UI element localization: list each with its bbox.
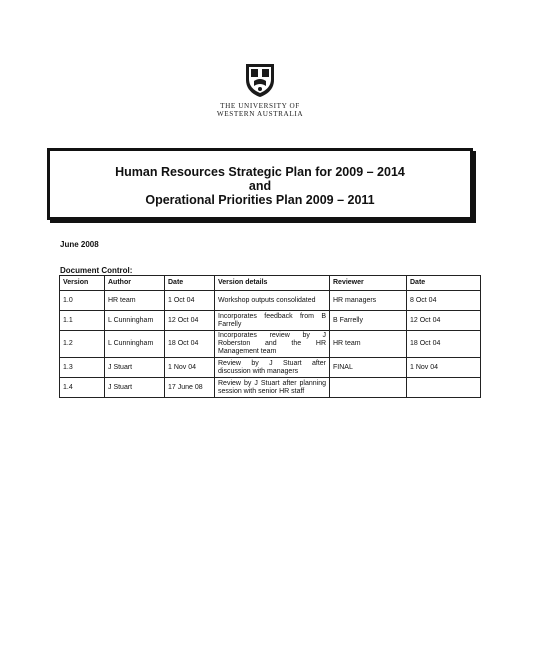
- table-row: [60, 311, 481, 331]
- cell-version: 1.3: [60, 358, 105, 378]
- cell-reviewer: HR team: [330, 331, 407, 358]
- col-header-reviewer: Reviewer: [330, 276, 407, 291]
- institution-line-1: THE UNIVERSITY OF: [220, 102, 300, 110]
- cell-review-date: [407, 378, 481, 398]
- cell-date: 1 Oct 04: [165, 291, 215, 311]
- university-crest-logo: [244, 62, 276, 98]
- institution-name: [200, 102, 320, 118]
- cell-reviewer: [330, 378, 407, 398]
- cell-reviewer: FINAL: [330, 358, 407, 378]
- col-header-author: Author: [105, 276, 165, 291]
- cell-review-date: 8 Oct 04: [407, 291, 481, 311]
- title-line-3: Operational Priorities Plan 2009 – 2011: [145, 193, 375, 207]
- cell-author: J Stuart: [105, 378, 165, 398]
- title-line-1: Human Resources Strategic Plan for 2009 – 2014: [115, 165, 405, 179]
- cell-reviewer: HR managers: [330, 291, 407, 311]
- document-control-table: [59, 275, 481, 398]
- cell-date: 12 Oct 04: [165, 311, 215, 331]
- institution-line-2: WESTERN AUSTRALIA: [216, 110, 304, 118]
- cell-version: 1.1: [60, 311, 105, 331]
- cell-author: HR team: [105, 291, 165, 311]
- document-date: June 2008: [60, 240, 99, 249]
- cell-author: L Cunningham: [105, 331, 165, 358]
- table-row: [60, 331, 481, 358]
- cell-details: Incorporates review by J Roberston and the HR Management team: [215, 331, 330, 358]
- cell-version: 1.4: [60, 378, 105, 398]
- col-header-version: Version: [60, 276, 105, 291]
- cell-date: 17 June 08: [165, 378, 215, 398]
- table-row: [60, 291, 481, 311]
- document-control-label: Document Control:: [60, 266, 133, 275]
- cell-date: 18 Oct 04: [165, 331, 215, 358]
- cell-date: 1 Nov 04: [165, 358, 215, 378]
- cell-author: L Cunningham: [105, 311, 165, 331]
- col-header-date: Date: [165, 276, 215, 291]
- cell-details: Workshop outputs consolidated: [215, 291, 330, 311]
- table-row: [60, 378, 481, 398]
- cell-details: Review by J Stuart after planning session with senior HR staff: [215, 378, 330, 398]
- cell-reviewer: B Farrelly: [330, 311, 407, 331]
- table-header-row: [60, 276, 481, 291]
- cell-author: J Stuart: [105, 358, 165, 378]
- cell-version: 1.2: [60, 331, 105, 358]
- table-row: [60, 358, 481, 378]
- cell-details: Review by J Stuart after discussion with managers: [215, 358, 330, 378]
- col-header-version-details: Version details: [215, 276, 330, 291]
- cell-review-date: 12 Oct 04: [407, 311, 481, 331]
- cell-details: Incorporates feedback from B Farrelly: [215, 311, 330, 331]
- cell-version: 1.0: [60, 291, 105, 311]
- col-header-review-date: Date: [407, 276, 481, 291]
- cell-review-date: 18 Oct 04: [407, 331, 481, 358]
- document-title-box: [47, 148, 473, 220]
- title-line-2: and: [248, 179, 272, 193]
- cell-review-date: 1 Nov 04: [407, 358, 481, 378]
